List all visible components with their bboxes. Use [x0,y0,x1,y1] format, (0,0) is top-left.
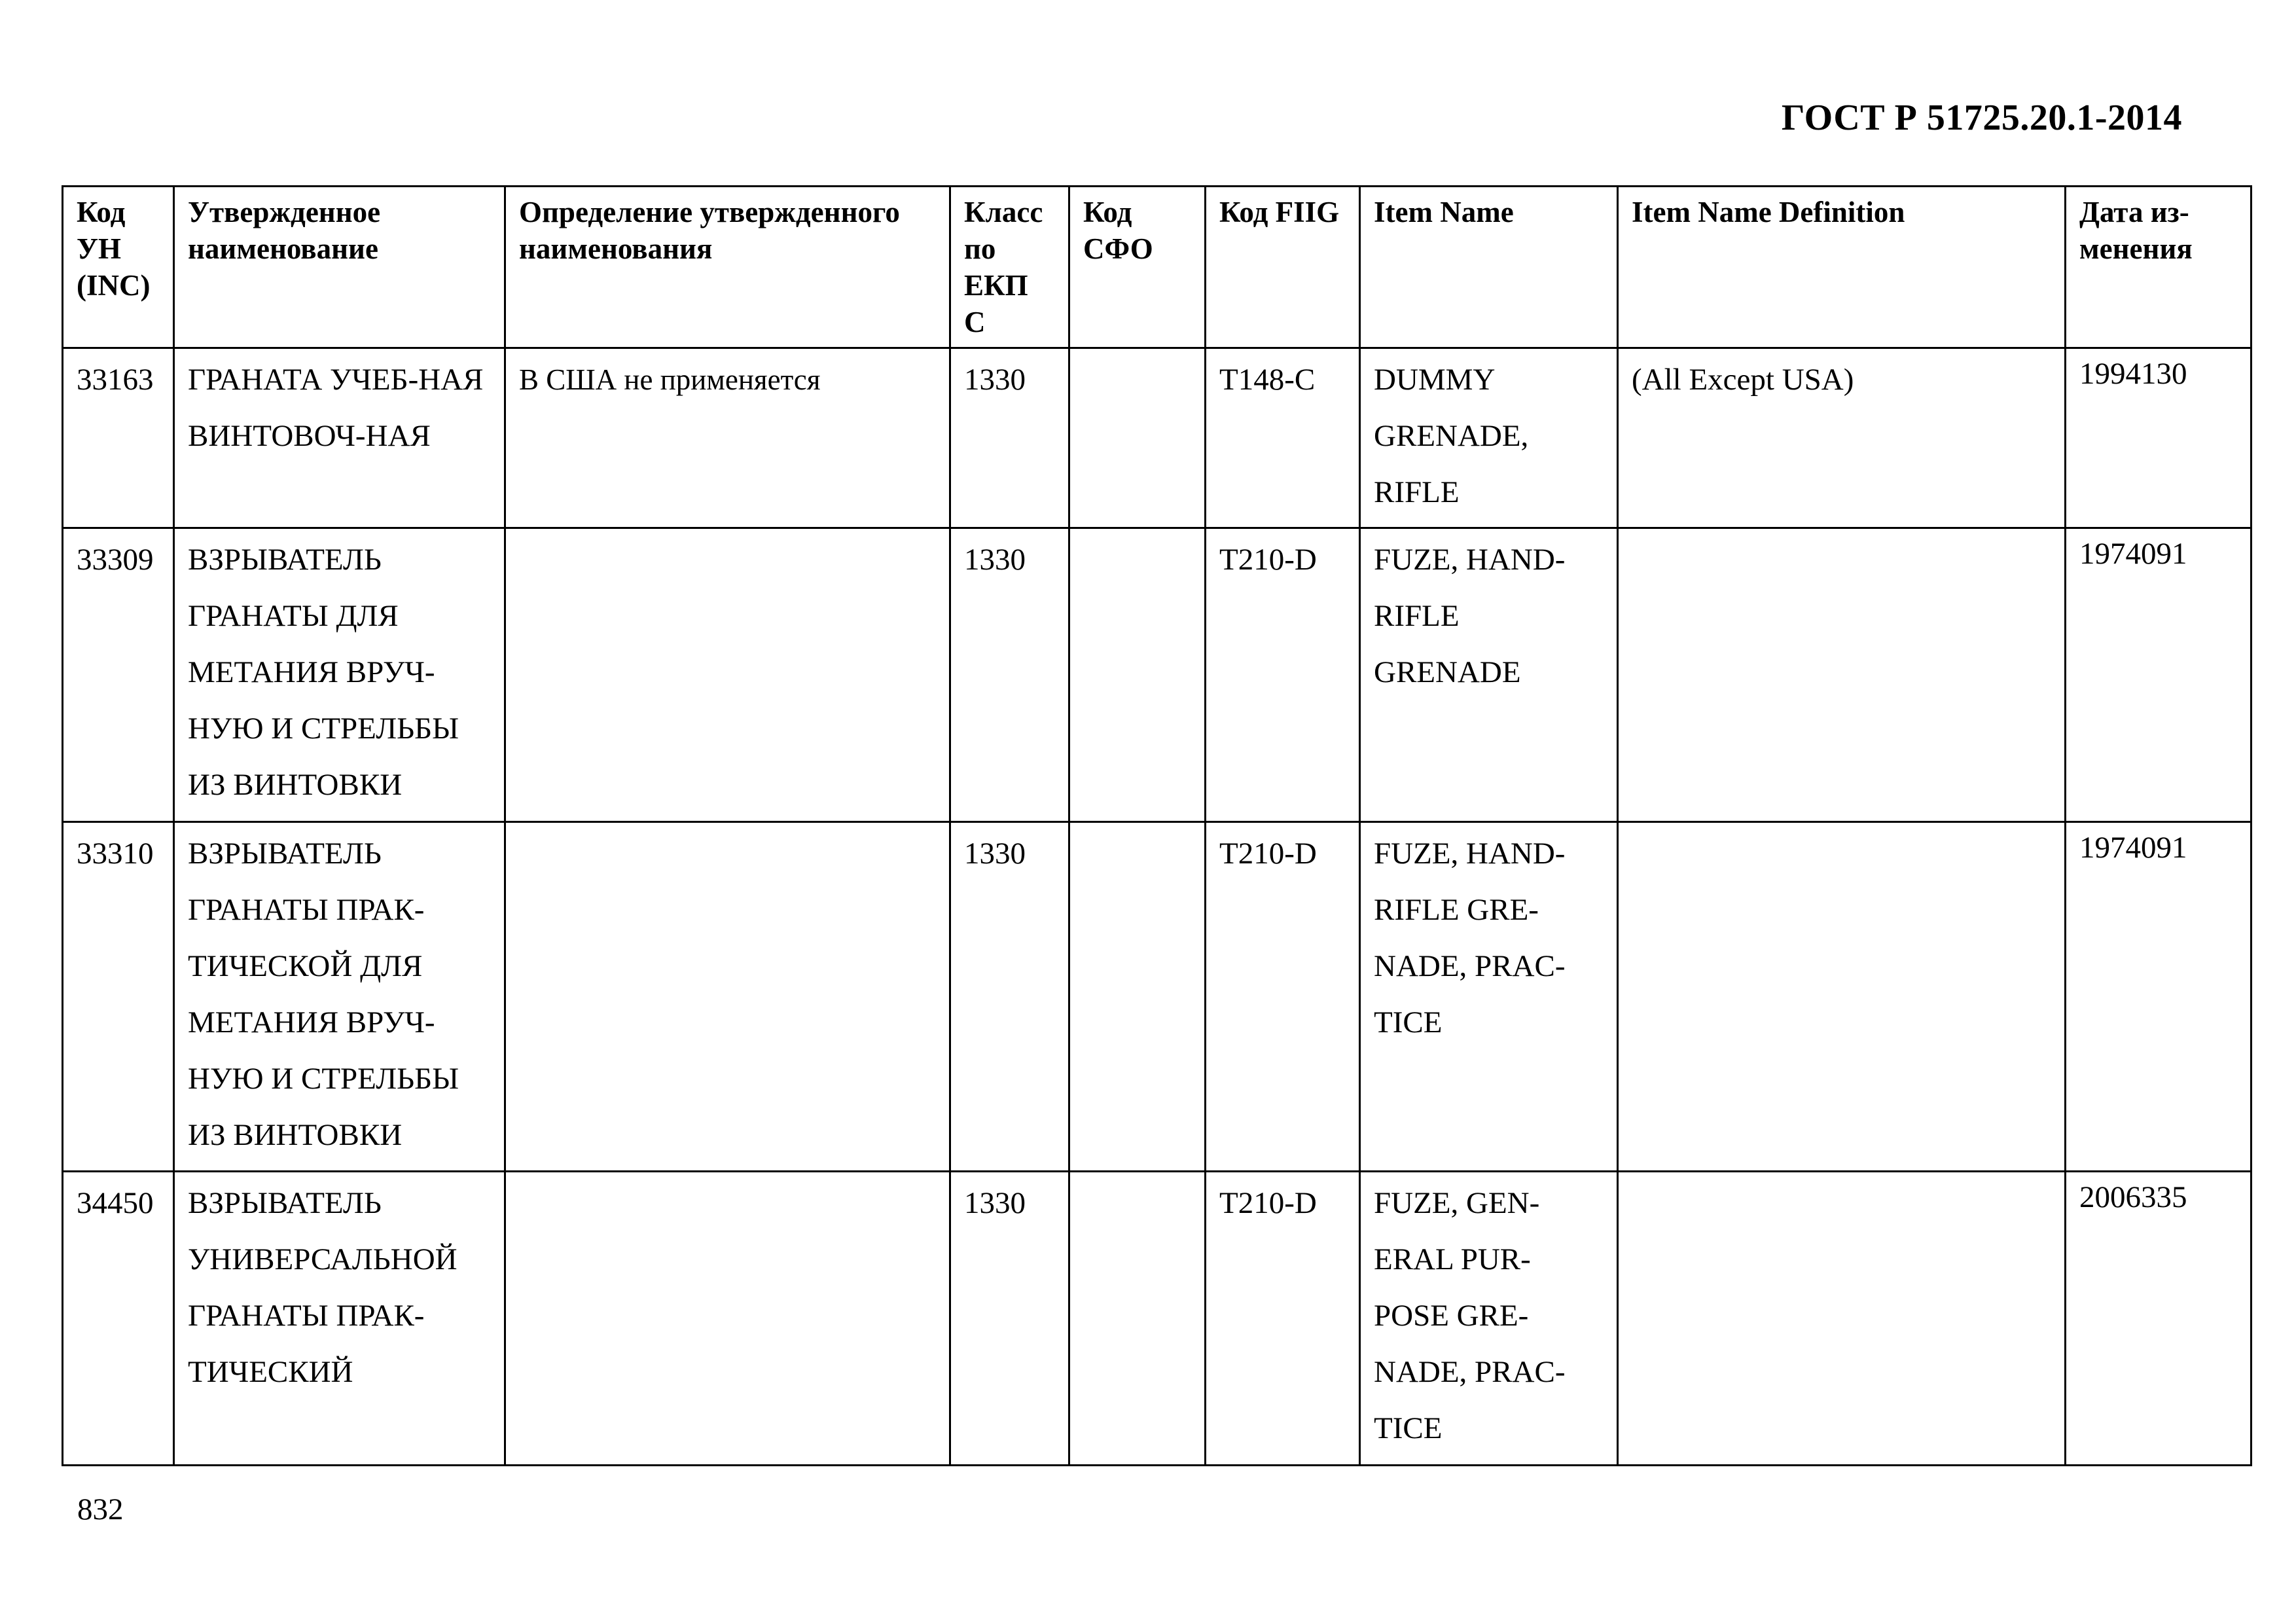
cell-name-definition [505,822,950,1172]
cell-item-name-definition [1618,1172,2066,1466]
column-header-fiig-code: Код FIIG [1206,187,1360,348]
column-header-name-definition-ru: Определение утвержденного наименования [505,187,950,348]
cell-inc: 33310 [63,822,174,1172]
cell-fiig-code: T210-D [1206,528,1360,822]
table-row [63,528,2251,822]
cell-name-definition [505,1172,950,1466]
cell-fiig-code: T210-D [1206,1172,1360,1466]
cell-item-name-definition: (All Except USA) [1618,348,2066,528]
cell-fiig-code: T148-C [1206,348,1360,528]
cell-inc: 33163 [63,348,174,528]
column-header-inc: Код УН (INC) [63,187,174,348]
cell-approved-name: ГРАНАТА УЧЕБ-НАЯ ВИНТОВОЧ-НАЯ [174,348,505,528]
cell-item-name-definition [1618,528,2066,822]
page-number: 832 [77,1492,124,1526]
cell-item-name: FUZE, GEN-ERAL PUR-POSE GRE-NADE, PRAC-TICE [1360,1172,1618,1466]
table-header-row [63,187,2251,348]
cell-change-date: 1994130 [2066,348,2251,528]
cell-approved-name: ВЗРЫВАТЕЛЬ ГРАНАТЫ ПРАК-ТИЧЕСКОЙ ДЛЯ МЕТАНИЯ ВРУЧ-НУЮ И СТРЕЛЬБЫ ИЗ ВИНТОВКИ [174,822,505,1172]
cell-sfo-code [1069,348,1206,528]
document-standard-header: ГОСТ Р 51725.20.1-2014 [1781,98,2182,138]
cell-fiig-code: T210-D [1206,822,1360,1172]
column-header-class: Класс по ЕКП С [950,187,1069,348]
cell-inc: 34450 [63,1172,174,1466]
cell-item-name-definition [1618,822,2066,1172]
cell-item-name: FUZE, HAND-RIFLE GRE-NADE, PRAC-TICE [1360,822,1618,1172]
table-row [63,348,2251,528]
column-header-change-date: Дата из-менения [2066,187,2251,348]
cell-class: 1330 [950,528,1069,822]
catalog-table-container [62,185,2250,1466]
cell-change-date: 2006335 [2066,1172,2251,1466]
cell-sfo-code [1069,528,1206,822]
cell-inc: 33309 [63,528,174,822]
cell-class: 1330 [950,1172,1069,1466]
column-header-sfo-code: Код СФО [1069,187,1206,348]
table-row [63,1172,2251,1466]
cell-name-definition: В США не применяется [505,348,950,528]
cell-class: 1330 [950,348,1069,528]
cell-approved-name: ВЗРЫВАТЕЛЬ ГРАНАТЫ ДЛЯ МЕТАНИЯ ВРУЧ-НУЮ И СТРЕЛЬБЫ ИЗ ВИНТОВКИ [174,528,505,822]
cell-approved-name: ВЗРЫВАТЕЛЬ УНИВЕРСАЛЬНОЙ ГРАНАТЫ ПРАК-ТИЧЕСКИЙ [174,1172,505,1466]
cell-change-date: 1974091 [2066,822,2251,1172]
cell-sfo-code [1069,1172,1206,1466]
cell-change-date: 1974091 [2066,528,2251,822]
table-row [63,822,2251,1172]
catalog-table [62,185,2252,1466]
column-header-approved-name: Утвержденное наименование [174,187,505,348]
cell-sfo-code [1069,822,1206,1172]
cell-name-definition [505,528,950,822]
column-header-item-name-definition: Item Name Definition [1618,187,2066,348]
cell-item-name: DUMMY GRENADE, RIFLE [1360,348,1618,528]
cell-item-name: FUZE, HAND-RIFLE GRENADE [1360,528,1618,822]
column-header-item-name: Item Name [1360,187,1618,348]
cell-class: 1330 [950,822,1069,1172]
